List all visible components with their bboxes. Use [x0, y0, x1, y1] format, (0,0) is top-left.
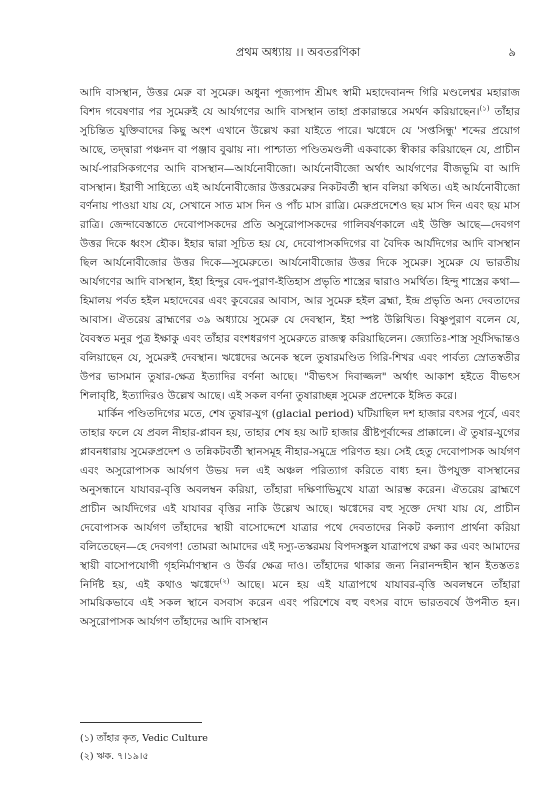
running-title: প্রথম অধ্যায় ।। অবতরণিকা: [235, 45, 361, 59]
body-text: [80, 84, 520, 632]
paragraph-2: মার্কিন পণ্ডিতদিগের মতে, শেষ তুষার-যুগ (glacial period) ঘটিয়াছিল দশ হাজার বৎসর পূর্বে, এবং তাহার ফলে যে প্রবল নীহার-প্লাবন হয়, তাহার শেষ হয় আট হাজার খ্রীষ্টপূর্বাব্দের প্রাক্কালে। ঐ তুষার-যুগের প্লাবনধারায় সুমেরুপ্রদেশ ও তন্নিকটবর্তী স্থানসমূহ নীহার-সমুদ্রে পরিণত হয়। সেই হেতু দেবোপাসক আর্যগণ এবং অসুরোপাসক আর্যগণ উভয় দল এই অঞ্চল পরিত্যাগ করিতে বাধ্য হন। উপযুক্ত বাসস্থানের অনুসন্ধানে যাযাবর-বৃত্তি অবলম্বন করিয়া, তাঁহারা দক্ষিণাভিমুখে যাত্রা আরম্ভ করেন। ঐতরেয় ব্রাহ্মণে প্রাচীন আর্যদিগের এই যাযাবর বৃত্তির নাকি উল্লেখ আছে। ঋগ্বেদের বহু সূক্তে দেখা যায় যে, প্রাচীন দেবোপাসক আর্যগণ তাঁহাদের স্থায়ী বাসোদ্দেশে যাত্রার পথে দেবতাদের নিকট কল্যাণ প্রার্থনা করিয়া বলিতেছেন—হে দেবগণ! তোমরা আমাদের এই দস্যু-তস্করময় বিপদসঙ্কুল যাত্রাপথে রক্ষা কর এবং আমাদের স্থায়ী বাসোপযোগী গৃহনির্মাণস্থান ও উর্বর ক্ষেত্র দাও। তাঁহাদের থাকার জন্য নিরানন্দহীন স্থান ইতস্ততঃ নির্দিষ্ট হয়, এই কথাও ঋগ্বেদে$^{(২)}$ আছে। মনে হয় এই যাত্রাপথে যাযাবর-বৃত্তি অবলম্বনে তাঁহারা সাময়িকভাবে এই সকল স্থানে বসবাস করেন এবং পরিশেষে বহু বৎসর বাদে ভারতবর্ষে উপনীত হন। অসুরোপাসক আর্যগণ তাঁহাদের আদি বাসস্থান: [80, 408, 520, 629]
footnote-divider: [80, 722, 202, 723]
footnote-1: (১) তাঁহার কৃত, Vedic Culture: [80, 733, 208, 744]
footnote-2: (২) ঋক. ৭।১৯।৫: [80, 751, 149, 762]
footnote-ref-2[interactable]: (২): [219, 577, 230, 586]
running-header: [80, 44, 516, 62]
footnotes: [80, 730, 520, 766]
paragraph-1: আদি বাসস্থান, উত্তর মেরু বা সুমেরু। অধুনা পূজ্যপাদ শ্রীমৎ স্বামী মহাদেবানন্দ গিরি মণ্ডলেশ্বর মহারাজ বিশদ গবেষণার পর সুমেরুই যে আর্যগণের আদি বাসস্থান তাহা প্রকারান্তরে সমর্থন করিয়াছেন।$^{(১)}$ তাঁহার সুচিন্তিত যুক্তিবাদের কিছু অংশ এখানে উল্লেখ করা যাইতে পারে। ঋগ্বেদে যে 'সপ্তসিন্ধু' শব্দের প্রয়োগ আছে, তদ্দ্বারা পঞ্চনদ বা পঞ্জাব বুঝায় না। পাশ্চাত্য পণ্ডিতমণ্ডলী একবাক্যে স্বীকার করিয়াছেন যে, প্রাচীন আর্য-পারসিকগণের আদি বাসস্থান—আর্যনোবীজো। আর্যনোবীজো অর্থাৎ আর্যগণের বীজভূমি বা আদি বাসস্থান। ইরাণী সাহিত্যে এই আর্যনোবীজোর উত্তরমেরুর নিকটবর্তী স্থান বলিয়া কথিত। এই আর্যনোবীজো বর্ণনায় পাওয়া যায় যে, সেখানে সাত মাস দিন ও পাঁচ মাস রাত্রি। মেরুপ্রদেশেও ছয় মাস দিন এবং ছয় মাস রাত্রি। জেন্দাবেস্তাতে দেবোপাসকদের প্রতি অসুরোপাসকদের গালিবর্ষণকালে এই উক্তি আছে—দেবগণ উত্তর দিকে ধ্বংস হৌক। ইহার দ্বারা সূচিত হয় যে, দেবোপাসকদিগের বা বৈদিক আর্যদিগের আদি বাসস্থান ছিল আর্যনোবীজোর উত্তর দিকে—সুমেরুতে। আর্যনোবীজোর উত্তর দিকে সুমেরু। সুমেরু যে ভারতীয় আর্যগণের আদি বাসস্থান, ইহা হিন্দুর বেদ-পুরাণ-ইতিহাস প্রভৃতি শাস্ত্রের দ্বারাও সমর্থিত। হিন্দু শাস্ত্রের কথা—হিমালয় পর্বত হইল মহাদেবের এবং কুবেরের আবাস, আর সুমেরু হইল ব্রহ্মা, ইন্দ্র প্রভৃতি অন্য দেবতাদের আবাস। ঐতরেয় ব্রাহ্মণের ৩৯ অধ্যায়ে সুমেরু যে দেবস্থান, ইহা স্পষ্ট উল্লিখিত। বিষ্ণুপুরাণ বলেন যে, বৈবস্বত মনুর পুত্র ইক্ষাকু এবং তাঁহার বংশধরগণ সুমেরুতে রাজত্ব করিয়াছিলেন। জ্যোতিঃ-শাস্ত্র সূর্যসিদ্ধান্তও বলিয়াছেন যে, সুমেরুই দেবস্থান। ঋগ্বেদের অনেক স্থলে তুষারমণ্ডিত গিরি-শিখর এবং পার্বত্য স্রোতস্বতীর উপর ভাসমান তুষার-ক্ষেত্র ইত্যাদির বর্ণনা আছে। "বীভৎস দিবাজ্জল" অর্থাৎ আকাশ হইতে বীভৎস শিলাবৃষ্টি, ইত্যাদিরও উল্লেখ আছে। এই সকল বর্ণনা তুষারাচ্ছন্ন সুমেরু প্রদেশকে ইঙ্গিত করে।: [80, 87, 520, 402]
page-number: ৯: [508, 45, 516, 59]
footnote-ref-1[interactable]: (১): [479, 104, 490, 113]
